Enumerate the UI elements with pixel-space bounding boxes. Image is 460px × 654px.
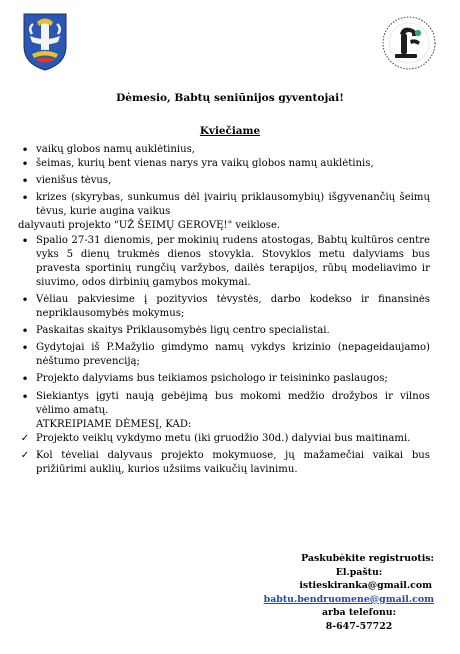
activity-item	[18, 372, 430, 386]
bullet-icon: •	[21, 157, 29, 172]
bullet-icon: •	[21, 143, 29, 157]
activity-text: Spalio 27-31 dienomis, per mokinių rudens atostogas, Babtų kultūros centre vyks 5 dienų trukmės dienos stovykla. Stovyklos metu dalyviams bus pravesta sportinių rungčių varžybos, dailės terapijos, rūbų modeliavimo ir siuvimo, odos dirbinių gamybos mokymai.	[36, 234, 430, 288]
activity-text: Siekiantys įgyti naują gebėjimą bus mokomi medžio drožybos ir vilnos vėlimo amatų.	[36, 390, 430, 416]
target-item	[18, 143, 430, 157]
bullet-icon: •	[21, 233, 29, 248]
attention-item	[18, 432, 430, 446]
activity-text: Paskaitas skaitys Priklausomybės ligų centro specialistai.	[36, 325, 330, 337]
activity-item	[18, 324, 430, 338]
activity-text: Projekto dalyviams bus teikiamos psichologo ir teisininko paslaugos;	[36, 373, 388, 385]
activity-item	[18, 293, 430, 321]
attention-heading: ATKREIPIAME DĖMESĮ, KAD:	[36, 418, 192, 430]
register-cta: Paskubėkite registruotis:	[301, 553, 434, 564]
bullet-icon: •	[21, 292, 29, 307]
project-line: dalyvauti projekto "UŽ ŠEIMŲ GEROVĘ!" veiklose.	[18, 220, 281, 232]
target-item	[18, 157, 430, 171]
page-title: Dėmesio, Babtų seniūnijos gyventojai!	[116, 92, 344, 104]
email-secondary-link[interactable]: babtu.bendruomene@gmail.com	[263, 593, 434, 605]
email-label: El.paštu:	[335, 566, 383, 578]
bullet-icon: •	[21, 191, 29, 206]
target-text: krizes (skyrybas, sunkumus dėl įvairių priklausomybių) išgyvenančių šeimų tėvus, kurie augina vaikus	[36, 192, 430, 218]
checkmark-icon: ✓	[20, 449, 30, 461]
bullet-icon: •	[21, 372, 29, 387]
contacts-block	[174, 552, 434, 634]
target-text: vaikų globos namų auklėtinius,	[36, 144, 196, 155]
target-item	[18, 191, 430, 219]
target-text: šeimas, kurių bent vienas narys yra vaikų globos namų auklėtinis,	[36, 158, 374, 170]
activity-item	[18, 341, 430, 369]
phone-number[interactable]: 8-647-57722	[325, 620, 393, 632]
invite-heading: Kviečiame	[199, 125, 261, 137]
activity-text: Gydytojai iš P.Mažylio gimdymo namų vykdys krizinio (nepageidaujamo) nėštumo prevenciją;	[36, 342, 430, 368]
attention-item	[18, 449, 430, 477]
activity-text: Vėliau pakviesime į pozityvios tėvystės, darbo kodekso ir finansinės nepriklausomybės mokymus;	[36, 293, 430, 320]
checkmark-icon: ✓	[20, 432, 30, 444]
activity-item	[18, 234, 430, 290]
email-primary[interactable]: istieskiranka@gmail.com	[299, 580, 432, 592]
target-item	[18, 174, 430, 188]
content-body	[18, 143, 430, 480]
bullet-icon: •	[21, 324, 29, 339]
target-text: vienišus tėvus,	[36, 175, 112, 187]
coat-of-arms-icon	[22, 12, 68, 72]
organization-logo-icon	[380, 14, 438, 72]
phone-label: arba telefonu:	[321, 607, 397, 619]
bullet-icon: •	[21, 341, 29, 356]
activity-item	[18, 390, 430, 418]
attention-text: Projekto veiklų vykdymo metu (iki gruodžio 30d.) dalyviai bus maitinami.	[36, 432, 411, 444]
attention-text: Kol tėveliai dalyvaus projekto mokymuose, jų mažamečiai vaikai bus prižiūrimi auklių, kurios užsiims vaikučių lavinimu.	[36, 449, 430, 475]
bullet-icon: •	[21, 389, 29, 404]
bullet-icon: •	[21, 174, 29, 189]
